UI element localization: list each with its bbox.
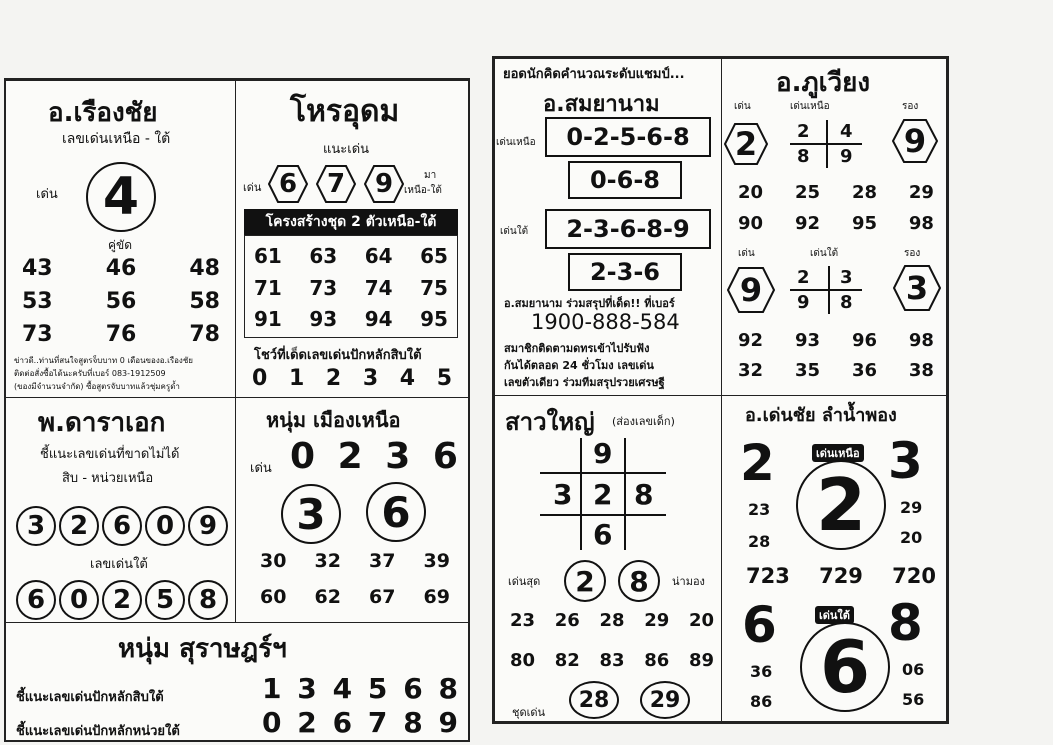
dara-south-2: 0 — [59, 580, 99, 620]
dara-south-1: 6 — [16, 580, 56, 620]
ruang-note-2: ติดต่อสั่งซื้อได้นะครับที่เบอร์ 083-1912509 — [14, 369, 166, 378]
saoyai-set-1: 28 — [569, 681, 619, 719]
phuwiang-south-grid-2: 3 — [840, 267, 853, 288]
samyanam-north-small: 0-6-8 — [568, 161, 682, 199]
saoyai-row-1: 23 26 28 29 20 — [510, 610, 714, 631]
phuwiang-north-den: 2 — [724, 122, 768, 166]
saoyai-cross-left: 3 — [553, 478, 573, 511]
samyanam-title: อ.สมยานาม — [543, 92, 660, 117]
denchai-north-label: เด่นเหนือ — [812, 444, 864, 462]
ruang-row-2: 53 56 58 — [22, 289, 220, 314]
ruang-den-circle: 4 — [86, 162, 156, 232]
saoyai-cross-vline-2 — [624, 438, 626, 550]
denchai-center: 2 — [796, 460, 886, 550]
dara-north-5: 9 — [188, 506, 228, 546]
samyanam-promo-4: เลขตัวเดียว ร่วมทีมสรุปรวยเศรษฐี — [504, 376, 665, 389]
ruang-row-3: 73 76 78 — [22, 322, 220, 347]
denchai-left-small-1: 23 — [748, 500, 771, 519]
saoyai-title: สาวใหญ่ — [505, 408, 595, 436]
phuwiang-rong-label-2: รอง — [904, 248, 921, 259]
horaudom-side-1: มา — [424, 170, 437, 181]
phuwiang-north-row-2: 90 92 95 98 — [738, 213, 934, 234]
num-muang-big-1: 3 — [281, 484, 341, 544]
ruang-pair-label: คู่ขัด — [108, 238, 133, 252]
saoyai-row-2: 80 82 83 86 89 — [510, 650, 714, 671]
saoyai-den-1: 2 — [564, 560, 606, 602]
samyanam-south-small: 2-3-6 — [568, 253, 682, 291]
saoyai-cross-vline-1 — [580, 438, 582, 550]
denchai-bottom-right-small-1: 06 — [902, 660, 925, 679]
num-muang-big-2: 6 — [366, 482, 426, 542]
phuwiang-den-label-2: เด่น — [738, 248, 755, 259]
dara-title: พ.ดาราเอก — [38, 408, 166, 438]
phuwiang-north-grid-4: 9 — [840, 146, 853, 167]
horaudom-banner: โครงสร้างชุด 2 ตัวเหนือ-ใต้ — [244, 209, 458, 235]
samyanam-phone: 1900-888-584 — [531, 310, 680, 334]
horaudom-den-3: 9 — [364, 164, 404, 204]
samyanam-promo-3: กันได้ตลอด 24 ชั่วโมง เลขเด่น — [504, 359, 654, 372]
num-sura-line-2-digits: 0 2 6 7 8 9 — [262, 706, 458, 739]
horaudom-digits: 0 1 2 3 4 5 — [252, 366, 452, 391]
dara-line-2: สิบ - หน่วยเหนือ — [62, 471, 154, 486]
horaudom-row-3: 91 93 94 95 — [254, 307, 448, 331]
num-muang-row-2: 60 62 67 69 — [260, 586, 450, 608]
saoyai-cross-center: 2 — [593, 478, 613, 511]
horaudom-title: โหรอุดม — [290, 94, 400, 129]
num-muang-den: 0 2 3 6 — [290, 436, 458, 477]
ruang-note-3: (ของมีจำนวนจำกัด) ซื้อสูตรจับบาทแล้วชุ่มครูด้ำ — [14, 382, 180, 391]
denchai-top-right: 3 — [888, 432, 923, 490]
phuwiang-south-den: 9 — [727, 266, 775, 314]
horaudom-banner-2: โชว์ที่เด็ดเลขเด่นปักหลักสิบใต้ — [254, 348, 422, 363]
dara-north-4: 0 — [145, 506, 185, 546]
horaudom-row-2: 71 73 74 75 — [254, 276, 448, 300]
phuwiang-south-row-2: 32 35 36 38 — [738, 360, 934, 381]
horaudom-subtitle: แนะเด่น — [323, 142, 370, 157]
ruang-row-1: 43 46 48 — [22, 256, 220, 281]
saoyai-den-label: เด่นสุด — [508, 575, 541, 588]
phuwiang-north-label: เด่นเหนือ — [790, 101, 830, 112]
saoyai-cross-hline-2 — [540, 514, 666, 516]
saoyai-cross-hline-1 — [540, 472, 666, 474]
phuwiang-south-grid-hline — [790, 289, 862, 291]
phuwiang-north-grid-3: 8 — [797, 146, 810, 167]
denchai-bottom-right: 8 — [888, 594, 923, 652]
horaudom-den-1: 6 — [268, 164, 308, 204]
phuwiang-north-row-1: 20 25 28 29 — [738, 182, 934, 203]
ruang-title: อ.เรืองชัย — [48, 98, 158, 128]
num-sura-line-2-label: ชี้แนะเลขเด่นปักหลักหน่วยใต้ — [16, 724, 180, 739]
denchai-right-small-2: 20 — [900, 528, 923, 547]
dara-south-label: เลขเด่นใต้ — [90, 557, 148, 572]
dara-north-3: 6 — [102, 506, 142, 546]
samyanam-promo-1: อ.สมยานาม ร่วมสรุปที่เด็ด!! ที่เบอร์ — [504, 297, 675, 310]
samyanam-tagline: ยอดนักคิดคำนวณระดับแชมป์... — [503, 67, 685, 82]
denchai-left-small-2: 28 — [748, 532, 771, 551]
phuwiang-south-row-1: 92 93 96 98 — [738, 330, 934, 351]
phuwiang-south-label: เด่นใต้ — [810, 248, 839, 259]
dara-south-4: 5 — [145, 580, 185, 620]
num-sura-line-1-digits: 1 3 4 5 6 8 — [262, 672, 458, 705]
denchai-bottom-left: 6 — [742, 596, 777, 654]
num-sura-title: หนุ่ม สุราษฎร์ฯ — [118, 634, 287, 664]
denchai-right-small-1: 29 — [900, 498, 923, 517]
horaudom-row-1: 61 63 64 65 — [254, 244, 448, 268]
saoyai-nam-label: น่ามอง — [672, 575, 705, 588]
samyanam-north-label: เด่นเหนือ — [496, 137, 536, 148]
saoyai-cross-top: 9 — [593, 437, 613, 470]
dara-south-5: 8 — [188, 580, 228, 620]
dara-south-3: 2 — [102, 580, 142, 620]
dara-north-2: 2 — [59, 506, 99, 546]
horaudom-side-2: เหนือ-ใต้ — [404, 185, 442, 196]
ruang-den-label: เด่น — [36, 187, 58, 202]
phuwiang-title: อ.ภูเวียง — [776, 68, 871, 98]
phuwiang-north-grid-2: 4 — [840, 121, 853, 142]
samyanam-north-big: 0-2-5-6-8 — [545, 117, 711, 157]
denchai-bottom-left-small-1: 36 — [750, 662, 773, 681]
phuwiang-south-grid-4: 8 — [840, 292, 853, 313]
denchai-bottom-right-small-2: 56 — [902, 690, 925, 709]
denchai-bottom-center: 6 — [800, 622, 890, 712]
phuwiang-south-rong: 3 — [893, 264, 941, 312]
denchai-bottom-left-small-2: 86 — [750, 692, 773, 711]
ruang-subtitle: เลขเด่นเหนือ - ใต้ — [62, 131, 171, 147]
saoyai-subtitle: (ส่องเลขเด็ก) — [612, 415, 675, 428]
num-sura-line-1-label: ชี้แนะเลขเด่นปักหลักสิบใต้ — [16, 690, 164, 705]
num-muang-title: หนุ่ม เมืองเหนือ — [266, 408, 401, 432]
phuwiang-south-grid-3: 9 — [797, 292, 810, 313]
horaudom-den-label: เด่น — [243, 181, 262, 194]
saoyai-cross-right: 8 — [634, 478, 654, 511]
dara-line-1: ชี้แนะเลขเด่นที่ขาดไม่ได้ — [40, 447, 180, 462]
samyanam-south-big: 2-3-6-8-9 — [545, 209, 711, 249]
denchai-top-left: 2 — [740, 434, 775, 492]
denchai-title: อ.เด่นชัย ลำน้ำพอง — [745, 405, 897, 426]
saoyai-den-2: 8 — [618, 560, 660, 602]
horaudom-den-2: 7 — [316, 164, 356, 204]
phuwiang-north-grid-hline — [790, 143, 862, 145]
denchai-south-label: เด่นใต้ — [815, 606, 854, 624]
samyanam-promo-2: สมาชิกติดตามดทรเข้าไปรับฟัง — [504, 342, 650, 355]
phuwiang-north-grid-1: 2 — [797, 121, 810, 142]
num-muang-den-label: เด่น — [250, 461, 272, 476]
ruang-note-1: ข่าวดี..ท่านที่สนใจสูตรจ็บบาท 0 เดือนของอ.เรืองชัย — [14, 356, 193, 365]
saoyai-set-label: ชุดเด่น — [512, 706, 546, 719]
samyanam-south-label: เด่นใต้ — [500, 226, 529, 237]
num-muang-row-1: 30 32 37 39 — [260, 550, 450, 572]
phuwiang-den-label: เด่น — [734, 101, 751, 112]
phuwiang-north-rong: 9 — [892, 118, 938, 164]
phuwiang-rong-label: รอง — [902, 101, 919, 112]
phuwiang-south-grid-1: 2 — [797, 267, 810, 288]
dara-north-1: 3 — [16, 506, 56, 546]
saoyai-cross-bottom: 6 — [593, 518, 613, 551]
denchai-row: 723 729 720 — [746, 564, 936, 588]
saoyai-set-2: 29 — [640, 681, 690, 719]
